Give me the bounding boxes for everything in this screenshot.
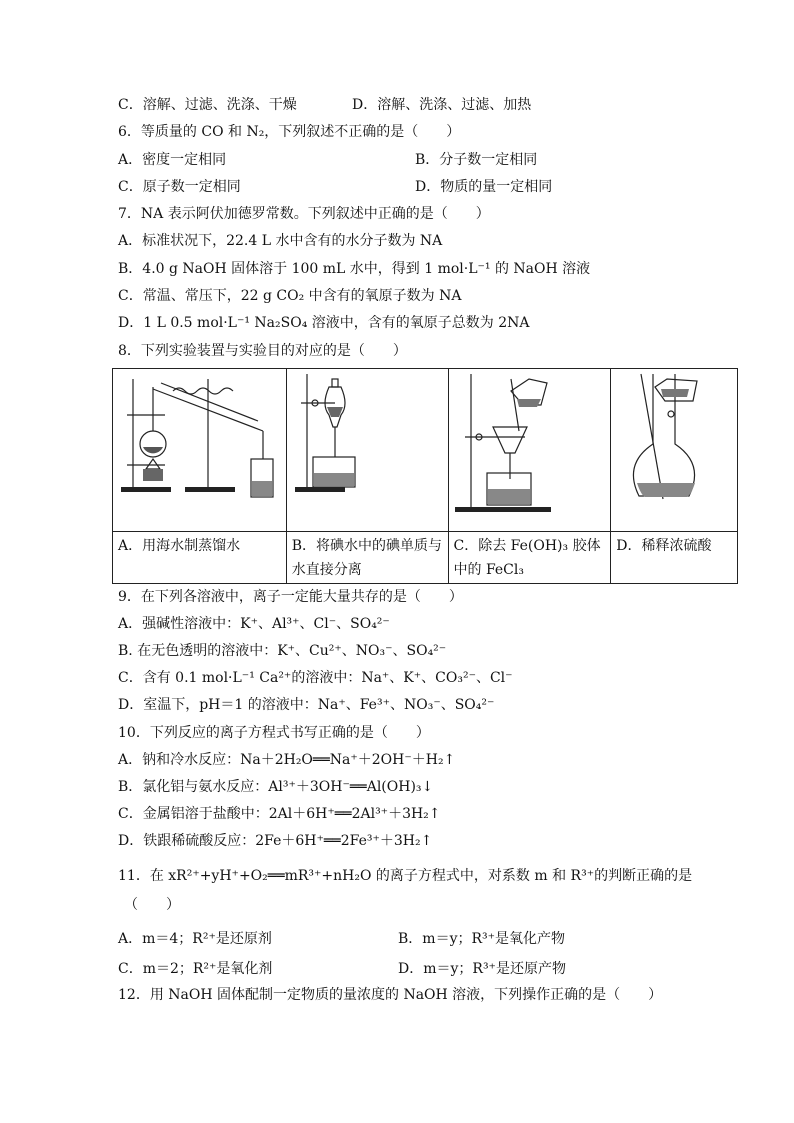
q9-option-c: C．含有 0.1 mol·L⁻¹ Ca²⁺的溶液中：Na⁺、K⁺、CO₃²⁻、Cl⁻ xyxy=(118,670,513,686)
q11-stem: 11．在 xR²⁺+yH⁺+O₂══mR³⁺+nH₂O 的离子方程式中，对系数 m 和 R³⁺的判断正确的是 xyxy=(118,868,693,884)
q6-option-a: A．密度一定相同 xyxy=(118,152,227,168)
cell-a-caption: A．用海水制蒸馏水 xyxy=(113,532,287,584)
apparatus-separatory-funnel xyxy=(286,369,448,532)
q7-stem: 7．NA 表示阿伏加德罗常数。下列叙述中正确的是（ ） xyxy=(118,206,490,222)
q5-option-d: D．溶解、洗涤、过滤、加热 xyxy=(352,97,532,113)
q10-option-a: A．钠和冷水反应：Na＋2H₂O══Na⁺＋2OH⁻＋H₂↑ xyxy=(118,752,456,768)
q11-option-d: D．m＝y；R³⁺是还原产物 xyxy=(398,961,566,977)
q10-option-d: D．铁跟稀硫酸反应：2Fe＋6H⁺══2Fe³⁺＋3H₂↑ xyxy=(118,833,433,849)
q9-option-d: D．室温下，pH＝1 的溶液中：Na⁺、Fe³⁺、NO₃⁻、SO₄²⁻ xyxy=(118,697,495,713)
q11-option-c: C．m＝2；R²⁺是氧化剂 xyxy=(118,961,273,977)
q6-option-b: B．分子数一定相同 xyxy=(415,152,538,168)
q6-stem: 6．等质量的 CO 和 N₂，下列叙述不正确的是（ ） xyxy=(118,124,461,140)
q7-option-c: C．常温、常压下，22 g CO₂ 中含有的氧原子数为 NA xyxy=(118,288,462,304)
experiment-table xyxy=(112,368,738,584)
q10-option-b: B．氯化铝与氨水反应：Al³⁺＋3OH⁻══Al(OH)₃↓ xyxy=(118,779,434,795)
q11-paren: （ ） xyxy=(124,897,180,913)
q7-option-d: D．1 L 0.5 mol·L⁻¹ Na₂SO₄ 溶液中，含有的氧原子总数为 2NA xyxy=(118,315,530,331)
q10-stem: 10．下列反应的离子方程式书写正确的是（ ） xyxy=(118,725,430,741)
q9-option-a: A．强碱性溶液中：K⁺、Al³⁺、Cl⁻、SO₄²⁻ xyxy=(118,616,390,632)
q12-stem: 12．用 NaOH 固体配制一定物质的量浓度的 NaOH 溶液，下列操作正确的是（ ） xyxy=(118,987,663,1003)
q6-option-d: D．物质的量一定相同 xyxy=(415,179,553,195)
q10-option-c: C．金属铝溶于盐酸中：2Al＋6H⁺══2Al³⁺＋3H₂↑ xyxy=(118,806,441,822)
q11-option-a: A．m＝4；R²⁺是还原剂 xyxy=(118,931,272,947)
cell-b-caption: B．将碘水中的碘单质与水直接分离 xyxy=(286,532,448,584)
q6-option-c: C．原子数一定相同 xyxy=(118,179,241,195)
q7-option-a: A．标准状况下，22.4 L 水中含有的水分子数为 NA xyxy=(118,233,443,249)
cell-d-caption: D．稀释浓硫酸 xyxy=(611,532,738,584)
q9-stem: 9．在下列各溶液中，离子一定能大量共存的是（ ） xyxy=(118,589,463,605)
cell-c-caption: C．除去 Fe(OH)₃ 胶体中的 FeCl₃ xyxy=(448,532,611,584)
q7-option-b: B．4.0 g NaOH 固体溶于 100 mL 水中，得到 1 mol·L⁻¹ 的 NaOH 溶液 xyxy=(118,261,591,277)
q5-option-c: C．溶解、过滤、洗涤、干燥 xyxy=(118,97,297,113)
apparatus-filtration xyxy=(448,369,611,532)
apparatus-distillation xyxy=(113,369,287,532)
apparatus-volumetric-flask xyxy=(611,369,738,532)
q8-stem: 8．下列实验装置与实验目的对应的是（ ） xyxy=(118,343,407,359)
q9-option-b: B. 在无色透明的溶液中：K⁺、Cu²⁺、NO₃⁻、SO₄²⁻ xyxy=(118,643,447,659)
q11-option-b: B．m＝y；R³⁺是氧化产物 xyxy=(398,931,566,947)
